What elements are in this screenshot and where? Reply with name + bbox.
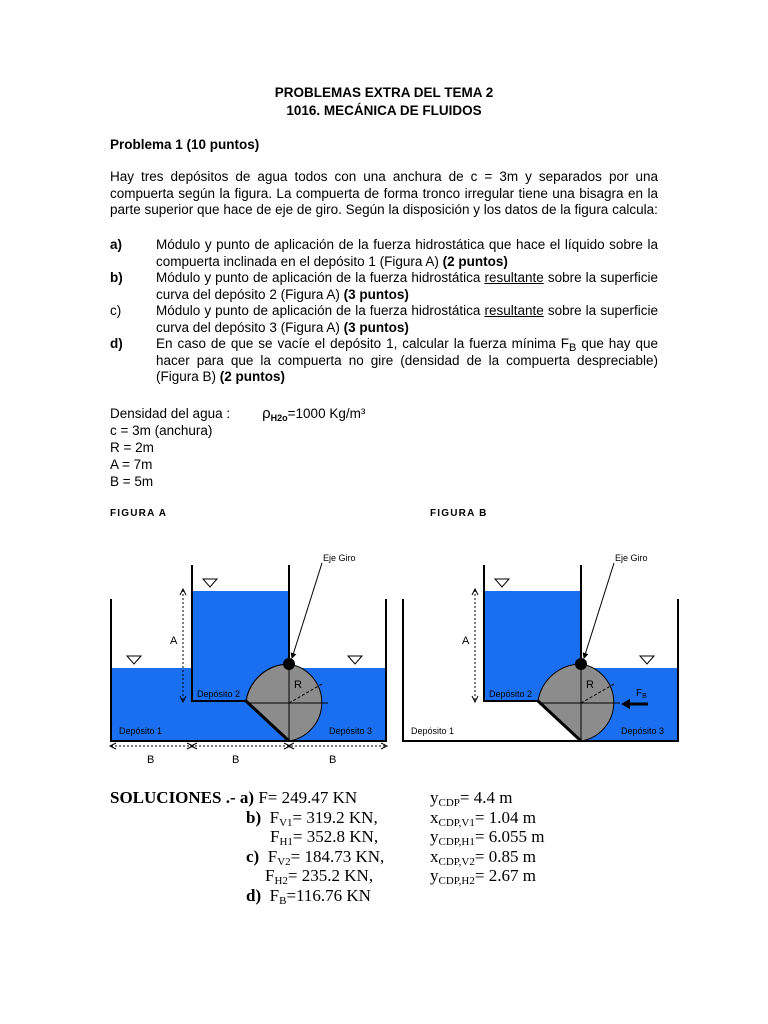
force-symbol: F: [267, 846, 278, 866]
dimension-a-label: A: [462, 635, 470, 647]
solution-value: = 2.67 m: [474, 866, 536, 886]
deposit-3-label: Depósito 3: [621, 726, 665, 736]
question-body: Módulo y punto de aplicación de la fuerza hidrostática que hace el líquido sobre la compuerta inclinada en el depósito 1 (Figura A): [156, 237, 658, 269]
solution-ycdp: [430, 788, 544, 808]
solution-label: d): [246, 885, 262, 905]
question-body: sobre la superficie curva del depósito 2 (Figura A): [156, 270, 658, 302]
deposit-2-label: Depósito 2: [197, 689, 241, 699]
hinge-icon: [283, 658, 295, 670]
question-d: [110, 336, 658, 386]
solution-value: = 1.04 m: [474, 807, 536, 827]
solution-xcdp-v1: [430, 808, 544, 828]
question-a: [110, 237, 658, 270]
solution-label: a): [239, 788, 255, 807]
question-label: b): [110, 270, 123, 285]
force-symbol: F: [269, 885, 280, 905]
dimension-a-label: A: [170, 635, 178, 647]
question-body: Módulo y punto de aplicación de la fuerza hidrostática: [156, 270, 485, 285]
b-row: B = 5m: [110, 474, 154, 489]
dimension-b-label: B: [329, 754, 337, 766]
subscript: CDP,H1: [438, 836, 475, 849]
solution-d: [110, 886, 384, 906]
question-body: En caso de que se vacíe el depósito 1, calcular la fuerza mínima F: [156, 336, 570, 351]
question-text: [156, 336, 658, 386]
deposit-1-label: Depósito 1: [119, 726, 163, 736]
figure-a-label: FIGURA A: [110, 508, 168, 519]
solution-a: [110, 788, 384, 808]
radius-label: R: [294, 679, 302, 691]
radius-row: R = 2m: [110, 440, 154, 455]
free-surface-icon: [640, 656, 654, 664]
rho-symbol: ρ: [262, 405, 271, 422]
solutions-heading: SOLUCIONES .-: [110, 788, 236, 807]
coord-symbol: y: [430, 788, 439, 807]
given-data: [110, 405, 365, 490]
subscript: CDP,V2: [438, 855, 475, 868]
question-c: [110, 303, 658, 336]
solution-value: = 184.73 KN,: [290, 846, 385, 866]
subscript: CDP,H2: [438, 875, 475, 888]
subscript: B: [569, 342, 577, 354]
coord-symbol: x: [430, 846, 439, 866]
solution-value: = 4.4 m: [459, 788, 513, 807]
question-points: (3 puntos): [343, 286, 409, 302]
question-points: (3 puntos): [343, 319, 409, 335]
density-value: =1000 Kg/m³: [287, 406, 366, 421]
force-symbol: F: [270, 827, 280, 847]
solution-label: b): [246, 807, 262, 827]
subscript: V1: [279, 816, 293, 829]
free-surface-icon: [203, 579, 217, 587]
question-text: [156, 270, 658, 303]
solution-b2: [110, 827, 384, 847]
subscript: CDP,V1: [438, 816, 475, 829]
question-label: d): [110, 336, 123, 351]
course-title: 1016. MECÁNICA DE FLUIDOS: [286, 103, 482, 118]
subscript: H2: [274, 875, 288, 888]
question-label: a): [110, 237, 123, 252]
question-body: Módulo y punto de aplicación de la fuerza hidrostática: [156, 303, 485, 318]
eje-giro-arrow: [292, 563, 322, 658]
solution-ycdp-h2: [430, 866, 544, 886]
question-text: [156, 237, 658, 270]
question-b: [110, 270, 658, 303]
figure-b-label: FIGURA B: [430, 508, 488, 519]
solution-value: = 352.8 KN,: [292, 827, 379, 847]
figure-a-diagram: [0, 540, 768, 772]
density-row: [110, 405, 365, 422]
solution-c: [110, 847, 384, 867]
question-list: [110, 237, 658, 386]
solution-ycdp-h1: [430, 827, 544, 847]
question-points: (2 puntos): [442, 253, 508, 269]
dimension-b-label: B: [232, 754, 240, 766]
page-title: PROBLEMAS EXTRA DEL TEMA 2: [274, 85, 494, 100]
free-surface-icon: [348, 656, 362, 664]
radius-label: R: [586, 679, 594, 691]
deposit-1-label: Depósito 1: [411, 726, 455, 736]
solution-value: = 319.2 KN,: [292, 807, 378, 827]
solution-b: [110, 808, 384, 828]
free-surface-icon: [127, 656, 141, 664]
free-surface-icon: [495, 579, 509, 587]
solutions-left: [110, 788, 384, 906]
solution-value: = 6.055 m: [474, 827, 545, 847]
solution-value: = 235.2 KN,: [287, 866, 374, 886]
force-fb-label: $F_B$: [636, 688, 647, 700]
coord-symbol: y: [430, 866, 439, 886]
subscript: CDP: [438, 797, 460, 809]
solution-value: F= 249.47 KN: [258, 788, 358, 807]
solution-c2: [110, 866, 384, 886]
a-row: A = 7m: [110, 457, 153, 472]
eje-giro-label: Eje Giro: [615, 553, 648, 563]
question-points: (2 puntos): [219, 369, 286, 384]
force-symbol: F: [265, 866, 275, 886]
deposit-3-label: Depósito 3: [329, 726, 373, 736]
width-row: c = 3m (anchura): [110, 423, 213, 438]
solution-label: c): [246, 846, 260, 866]
subscript: B: [279, 894, 287, 907]
question-body: sobre la superficie curva del depósito 3 (Figura A): [156, 303, 658, 335]
force-symbol: F: [269, 807, 280, 827]
solution-value: =116.76 KN: [286, 885, 371, 905]
eje-giro-label: Eje Giro: [323, 553, 356, 563]
dimension-b-label: B: [147, 754, 155, 766]
coord-symbol: x: [430, 807, 439, 827]
question-label: c): [110, 303, 122, 318]
problem-heading: Problema 1 (10 puntos): [110, 137, 260, 152]
hinge-icon: [575, 658, 587, 670]
problem-intro: Hay tres depósitos de agua todos con una anchura de c = 3m y separados por una compuerta según la figura. La compuerta de forma tronco irregular tiene una bisagra en la parte superior que hace de eje de giro. Según la disposición y los datos de la figura calcula:: [110, 169, 658, 217]
question-body: que hay que hacer para que la compuerta no gire (densidad de la compuerta despreciable) (Figura B): [156, 336, 658, 384]
question-text: [156, 303, 658, 336]
subscript: V2: [277, 855, 291, 868]
rho-subscript: H2o: [270, 413, 288, 423]
coord-symbol: y: [430, 827, 439, 847]
solution-value: = 0.85 m: [474, 846, 536, 866]
solutions-right: [430, 788, 544, 886]
subscript: H1: [279, 836, 293, 849]
underlined-word: resultante: [484, 303, 544, 318]
eje-giro-arrow: [584, 563, 614, 658]
solution-xcdp-v2: [430, 847, 544, 867]
density-label: Densidad del agua :: [110, 406, 231, 421]
deposit-2-label: Depósito 2: [489, 689, 533, 699]
underlined-word: resultante: [484, 270, 544, 285]
